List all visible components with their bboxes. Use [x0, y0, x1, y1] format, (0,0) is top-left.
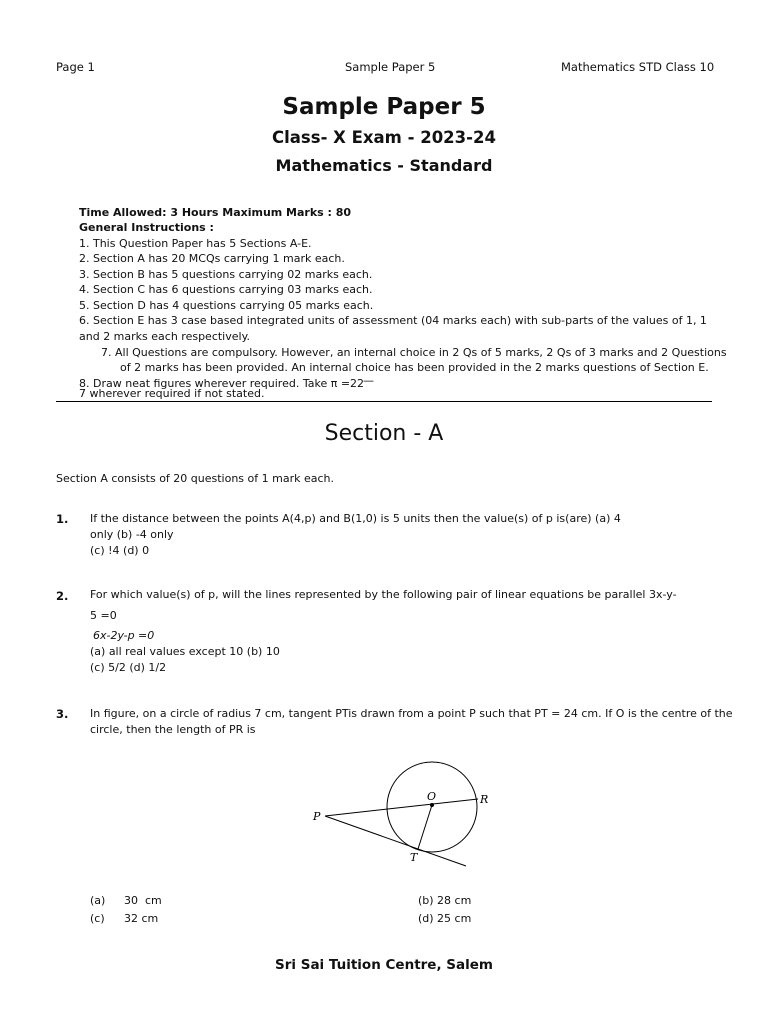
radius-line [418, 805, 432, 849]
instruction-item: 3. Section B has 5 questions carrying 02 marks each. [79, 268, 373, 281]
option-b: (b) 28 cm [418, 894, 472, 907]
question-options: (a) all real values except 10 (b) 10 [90, 645, 280, 658]
section-intro: Section A consists of 20 questions of 1 mark each. [56, 472, 335, 485]
instruction-item: of 2 marks has been provided. An internal choice has been provided in the 2 marks questions of Section E. [120, 361, 709, 374]
label-p: P [313, 810, 321, 823]
option-a-value: 30 cm [124, 894, 162, 907]
circle-tangent-figure [300, 752, 490, 872]
question-text: In figure, on a circle of radius 7 cm, tangent PTis drawn from a point P such that PT = 24 cm. If O is the centre of the [90, 707, 733, 720]
instruction-item: 5. Section D has 4 questions carrying 05 marks each. [79, 299, 374, 312]
label-t: T [410, 851, 418, 864]
label-r: R [480, 793, 489, 806]
instruction-item: and 2 marks each respectively. [79, 330, 251, 343]
question-text: 5 =0 [90, 609, 117, 622]
tangent-line [325, 816, 466, 866]
label-o: O [427, 790, 437, 803]
instruction-item: 7. All Questions are compulsory. However, an internal choice in 2 Qs of 5 marks, 2 Qs of 3 marks and 2 Questions [101, 346, 727, 359]
question-number: 2. [56, 589, 69, 603]
equation: 6x-2y-p =0 [93, 629, 155, 642]
question-options: (c) !4 (d) 0 [90, 544, 150, 557]
section-heading: Section - A [324, 421, 444, 446]
instruction-item: 7 wherever required if not stated. [79, 387, 265, 400]
instruction-item: 2. Section A has 20 MCQs carrying 1 mark each. [79, 252, 345, 265]
footer-institution: Sri Sai Tuition Centre, Salem [275, 957, 493, 973]
paper-title: Sample Paper 5 [282, 94, 486, 120]
instruction-item: 4. Section C has 6 questions carrying 03 marks each. [79, 283, 373, 296]
time-allowed-line: Time Allowed: 3 Hours Maximum Marks : 80 [79, 206, 352, 219]
header-subject: Mathematics STD Class 10 [561, 60, 715, 74]
option-d: (d) 25 cm [418, 912, 472, 925]
instruction-item: 6. Section E has 3 case based integrated units of assessment (04 marks each) with sub-parts of the values of 1, 1 [79, 314, 707, 327]
question-number: 3. [56, 707, 69, 721]
question-options: (c) 5/2 (d) 1/2 [90, 661, 167, 674]
section-divider [56, 401, 712, 402]
header-center-title: Sample Paper 5 [345, 60, 436, 74]
option-a-label: (a) [90, 894, 106, 907]
centre-point [430, 803, 434, 807]
question-text: For which value(s) of p, will the lines represented by the following pair of linear equations be parallel 3x-y- [90, 588, 677, 601]
question-text: only (b) -4 only [90, 528, 174, 541]
header-page-number: Page 1 [56, 60, 95, 74]
question-text: circle, then the length of PR is [90, 723, 256, 736]
instruction-item: 8. Draw neat figures wherever required. Take π =22 [79, 377, 365, 390]
pi-fraction-bar: — [363, 374, 374, 387]
option-c-value: 32 cm [124, 912, 159, 925]
secant-line [325, 799, 478, 816]
exam-subtitle: Class- X Exam - 2023-24 [272, 128, 496, 147]
question-text: If the distance between the points A(4,p) and B(1,0) is 5 units then the value(s) of p is(are) (a) 4 [90, 512, 621, 525]
subject-subtitle: Mathematics - Standard [275, 156, 493, 175]
general-instructions-heading: General Instructions : [79, 221, 214, 234]
option-c-label: (c) [90, 912, 105, 925]
question-number: 1. [56, 512, 69, 526]
instruction-item: 1. This Question Paper has 5 Sections A-E. [79, 237, 312, 250]
